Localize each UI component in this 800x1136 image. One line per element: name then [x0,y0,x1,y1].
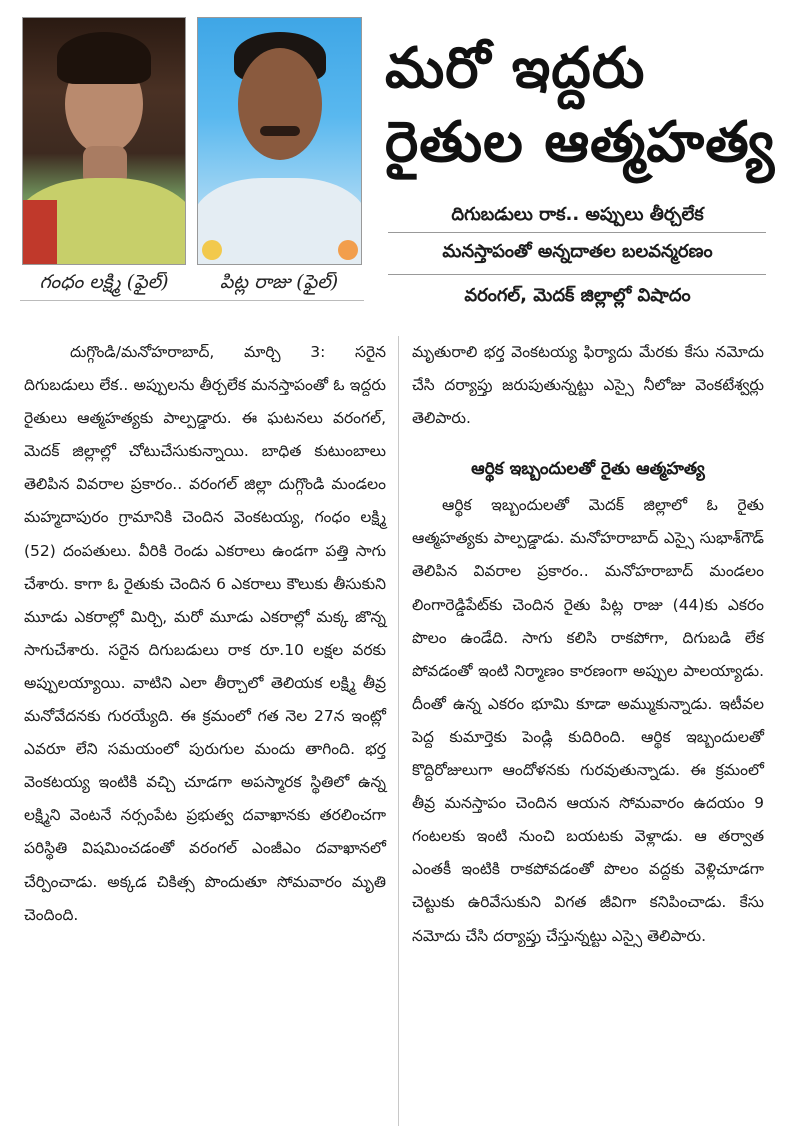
portrait-mustache [260,126,300,136]
deck-rule [388,274,766,275]
caption-rule [20,300,364,301]
headline [385,32,785,180]
photo-pitla-raju [197,17,362,265]
photo-caption-lakshmi: గంధం లక్ష్మి (ఫైల్‌) [39,271,169,293]
deck-line-2: మనస్తాపంతో అన్నదాతల బలవన్మరణం [442,241,713,262]
headline-line-1: మరో ఇద్దరు [385,36,646,101]
portrait-saree-border [22,200,57,265]
article-left-column [24,336,386,932]
portrait-face [238,48,322,160]
article-paragraph: ఆర్థిక ఇబ్బందులతో మెదక్‌ జిల్లాలో ఓ రైతు ఆత్మహత్యకు పాల్పడ్డాడు. మనోహరాబాద్‌ ఎస్సై సుభాశ్‌గౌడ్‌ తెలిపిన వివరాల ప్రకారం.. మనోహరాబాద్‌ మండలం లింగారెడ్డిపేట్‌కు చెందిన రైతు పిట్ల రాజు (44)కు ఎకరం పొలం ఉండేది. సాగు కలిసి రాకపోగా, దిగుబడి లేక పోవడంతో ఇంటి నిర్మాణం కారణంగా అప్పుల పాలయ్యాడు. దీంతో ఉన్న ఎకరం భూమి కూడా అమ్ముకున్నాడు. ఇటీవల పెద్ద కుమార్తెకు పెండ్లి కుదిరింది. ఆర్థిక ఇబ్బందులతో కొద్దిరోజులుగా ఆందోళనకు గురవుతున్నాడు. ఈ క్రమంలో తీవ్ర మనస్తాపం చెందిన ఆయన సోమవారం ఉదయం 9 గంటలకు ఇంటి నుంచి బయటకు వెళ్లాడు. ఆ తర్వాత ఎంతకీ ఇంటికి రాకపోవడంతో పొలం వద్దకు వెళ్లిచూడగా చెట్టుకు ఉరివేసుకుని విగత జీవిగా కనిపించాడు. కేసు నమోదు చేసి దర్యాప్తు చేస్తున్నట్టు ఎస్సై తెలిపారు. [412,496,764,945]
photo-caption-raju: పిట్ల రాజు (ఫైల్‌) [219,271,339,293]
article-paragraph: దుగ్గొండి/మనోహరాబాద్‌, మార్చి 3: సరైన దిగుబడులు లేక.. అప్పులను తీర్చలేక మనస్తాపంతో ఓ ఇద్దరు రైతులు ఆత్మహత్యకు పాల్పడ్డారు. ఈ ఘటనలు వరంగల్‌, మెదక్‌ జిల్లాల్లో చోటుచేసుకున్నాయి. బాధిత కుటుంబాలు తెలిపిన వివరాల ప్రకారం.. వరంగల్‌ జిల్లా దుగ్గొండి మండలం మహ్మదాపురం గ్రామానికి చెందిన వెంకటయ్య, గంధం లక్ష్మి (52) దంపతులు. వీరికి రెండు ఎకరాలు ఉండగా పత్తి సాగు చేశారు. కాగా ఓ రైతుకు చెందిన 6 ఎకరాలు కౌలుకు తీసుకుని మూడు ఎకరాల్లో మిర్చి, మరో మూడు ఎకరాల్లో మక్క జొన్న సాగుచేశారు. సరైన దిగుబడులు రాక రూ.10 లక్షల వరకు అప్పులయ్యాయి. వాటిని ఎలా తీర్చాలో తెలియక లక్ష్మి తీవ్ర మనోవేదనకు గురయ్యేది. ఈ క్రమంలో గత నెల 27న ఇంట్లో ఎవరూ లేని సమయంలో పురుగుల మందు తాగింది. భర్త వెంకటయ్య ఇంటికి వచ్చి చూడగా అపస్మారక స్థితిలో ఉన్న లక్ష్మిని వెంటనే నర్సంపేట ప్రభుత్వ దవాఖానకు తరలించగా పరిస్థితి విషమించడంతో వరంగల్‌ ఎంజీఎం దవాఖానలో చేర్పించాడు. అక్కడ చికిత్స పొందుతూ సోమవారం మృతి చెందింది. [24,343,386,924]
deck-line-1: దిగుబడులు రాక.. అప్పులు తీర్చలేక [451,204,704,225]
deck-line-3: వరంగల్‌, మెదక్‌ జిల్లాల్లో విషాదం [464,285,691,306]
headline-line-2: రైతుల ఆత్మహత్య [385,110,776,175]
flower-garland [202,240,222,260]
deck-rule [388,232,766,233]
flower-garland [338,240,358,260]
photo-gandham-lakshmi [22,17,186,265]
article-paragraph: మృతురాలి భర్త వెంకటయ్య ఫిర్యాదు మేరకు కేసు నమోదు చేసి దర్యాప్తు జరుపుతున్నట్టు ఎస్సై నీలోజు వెంకటేశ్వర్లు తెలిపారు. [412,343,764,428]
portrait-hair [57,32,151,84]
column-divider [398,336,399,1126]
article-subhead: ఆర్థిక ఇబ్బందులతో రైతు ఆత్మహత్య [471,459,705,480]
article-right-column [412,336,764,953]
